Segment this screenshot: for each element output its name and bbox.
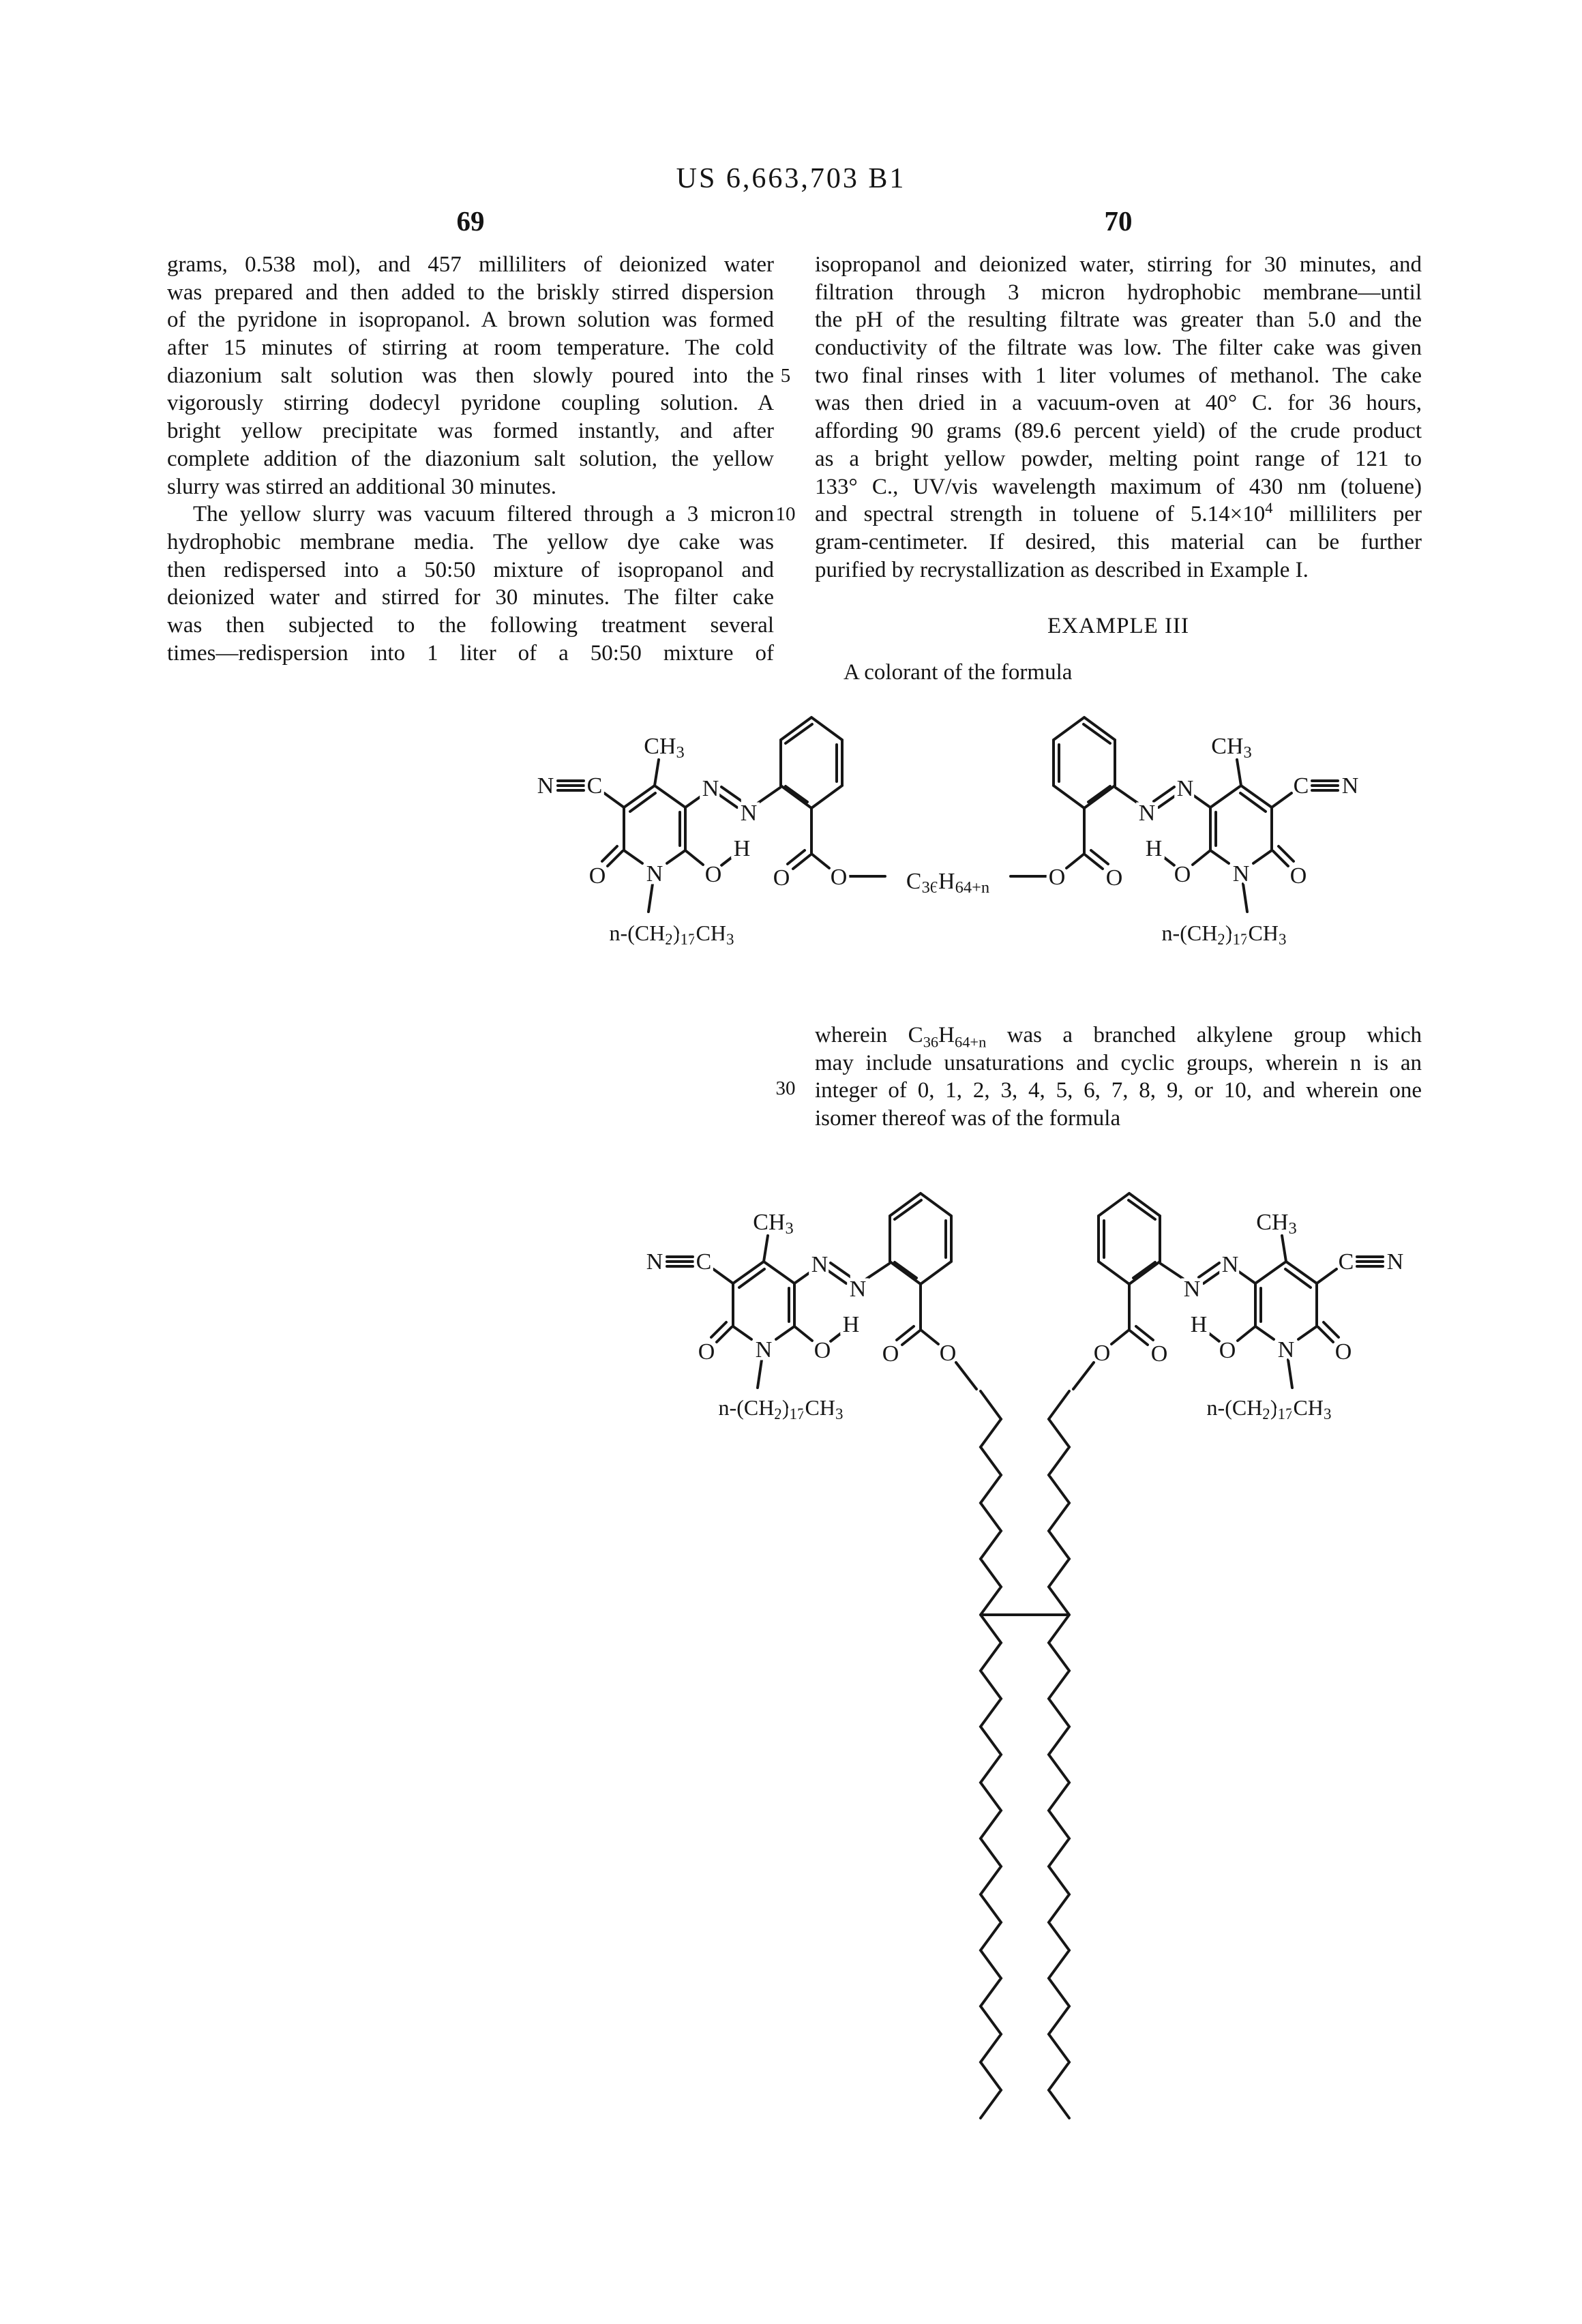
- text-line: purified by recrystallization as described in Example I.: [815, 557, 1309, 582]
- text-line: wherein $C_{36}H_{64+n}$ was a branched alkylene group which: [815, 1023, 1422, 1051]
- azo-n-label: N: [811, 1251, 829, 1277]
- text-line: was then dried in a vacuum-oven at 40° C. for 36 hours,: [815, 391, 1422, 416]
- page-number-69: 69: [456, 205, 485, 237]
- azo-n-label: N: [1138, 800, 1156, 826]
- structure-1-bis-azo-colorant: [537, 717, 1359, 948]
- structure-2-bonds: [667, 1193, 1383, 2118]
- text-line: two final rinses with 1 liter volumes of methanol. The cake: [815, 363, 1422, 388]
- azo-n-label: N: [702, 775, 719, 801]
- text-line: times—redispersion into 1 liter of a 50:50 mixture of: [167, 640, 774, 666]
- text-line: integer of 0, 1, 2, 3, 4, 5, 6, 7, 8, 9, or 10, and wherein one: [815, 1078, 1422, 1103]
- methyl-label: $CH_3$: [1211, 733, 1252, 762]
- ring-n-label: N: [755, 1337, 773, 1362]
- carbonyl-o-label: O: [1334, 1339, 1352, 1365]
- text-line: of the pyridone in isopropanol. A brown solution was formed: [167, 308, 774, 333]
- example-heading: EXAMPLE III: [1047, 614, 1190, 638]
- nitrile-n-label: N: [537, 773, 554, 799]
- text-line: was then subjected to the following treatment several: [167, 612, 774, 638]
- enol-h-label: H: [842, 1311, 860, 1337]
- enol-o-label: O: [1174, 861, 1191, 887]
- nitrile-n-label: N: [1386, 1249, 1404, 1275]
- nitrile-c-label: C: [696, 1249, 712, 1275]
- ring-n-label: N: [1277, 1337, 1295, 1362]
- azo-n-label: N: [849, 1276, 867, 1302]
- octadecyl-chain-label: $n-(CH_2)_{17}CH_3$: [718, 1395, 844, 1422]
- text-line: diazonium salt solution was then slowly poured into the: [167, 363, 774, 388]
- enol-h-label: H: [733, 835, 751, 861]
- ester-o-label: O: [1048, 864, 1066, 890]
- octadecyl-chain-label: $n-(CH_2)_{17}CH_3$: [609, 921, 734, 948]
- ester-o-label: O: [939, 1340, 957, 1366]
- text-line: bright yellow precipitate was formed instantly, and after: [167, 419, 774, 444]
- nitrile-n-label: N: [1341, 773, 1359, 799]
- structure-2-isomer-with-branched-chain: [646, 1193, 1404, 2118]
- nitrile-c-label: C: [1293, 773, 1309, 799]
- ester-carbonyl-o-label: O: [882, 1341, 899, 1367]
- text-line: slurry was stirred an additional 30 minutes.: [167, 474, 556, 499]
- methyl-label: $CH_3$: [1256, 1209, 1297, 1238]
- text-line: the pH of the resulting filtrate was greater than 5.0 and the: [815, 308, 1422, 333]
- margin-line-number-30: 30: [775, 1077, 796, 1099]
- ester-o-label: O: [1093, 1340, 1111, 1366]
- nitrile-c-label: C: [586, 773, 603, 799]
- ester-carbonyl-o-label: O: [773, 865, 790, 891]
- octadecyl-chain-label: $n-(CH_2)_{17}CH_3$: [1161, 921, 1287, 948]
- azo-n-label: N: [740, 800, 758, 826]
- example-lead: A colorant of the formula: [844, 660, 1073, 685]
- ring-n-label: N: [1232, 861, 1250, 887]
- text-line: isomer thereof was of the formula: [815, 1106, 1121, 1131]
- text-line: affording 90 grams (89.6 percent yield) of the crude product: [815, 419, 1422, 444]
- text-line: then redispersed into a 50:50 mixture of isopropanol and: [167, 557, 774, 582]
- text-line: gram-centimeter. If desired, this material can be further: [815, 529, 1422, 554]
- text-line: filtration through 3 micron hydrophobic membrane—until: [815, 280, 1422, 305]
- text-line: and spectral strength in toluene of $5.14\times 10^4$ milliliters per: [815, 499, 1422, 527]
- page-number-70: 70: [1104, 205, 1133, 237]
- text-line: The yellow slurry was vacuum filtered through a 3 micron: [193, 502, 774, 527]
- enol-o-label: O: [814, 1337, 831, 1363]
- text-line: complete addition of the diazonium salt solution, the yellow: [167, 446, 774, 471]
- ester-carbonyl-o-label: O: [1150, 1341, 1168, 1367]
- azo-n-label: N: [1221, 1251, 1239, 1277]
- margin-line-number-10: 10: [775, 503, 796, 525]
- carbonyl-o-label: O: [698, 1339, 715, 1365]
- enol-o-label: O: [1219, 1337, 1236, 1363]
- ester-o-label: O: [830, 864, 848, 890]
- patent-number: US 6,663,703 B1: [676, 163, 906, 194]
- text-line: hydrophobic membrane media. The yellow dye cake was: [167, 529, 774, 554]
- octadecyl-chain-label: $n-(CH_2)_{17}CH_3$: [1206, 1395, 1332, 1422]
- text-line: was prepared and then added to the briskly stirred dispersion: [167, 280, 774, 305]
- text-line: conductivity of the filtrate was low. The filter cake was given: [815, 336, 1422, 361]
- enol-h-label: H: [1190, 1311, 1208, 1337]
- ester-carbonyl-o-label: O: [1105, 865, 1123, 891]
- text-line: after 15 minutes of stirring at room temperature. The cold: [167, 336, 774, 361]
- text-line: grams, 0.538 mol), and 457 milliliters of deionized water: [167, 252, 774, 277]
- methyl-label: $CH_3$: [644, 733, 685, 762]
- text-line: may include unsaturations and cyclic groups, wherein n is an: [815, 1050, 1422, 1075]
- nitrile-c-label: C: [1338, 1249, 1354, 1275]
- ring-n-label: N: [646, 861, 663, 887]
- text-line: deionized water and stirred for 30 minutes. The filter cake: [167, 585, 774, 610]
- text-line: as a bright yellow powder, melting point range of 121 to: [815, 446, 1422, 471]
- azo-n-label: N: [1176, 775, 1194, 801]
- margin-line-number-5: 5: [780, 365, 791, 387]
- methyl-label: $CH_3$: [753, 1209, 794, 1238]
- nitrile-n-label: N: [646, 1249, 663, 1275]
- carbonyl-o-label: O: [588, 863, 606, 889]
- alkylene-bridge-label: $C_{36}H_{64+n}$: [906, 868, 990, 897]
- azo-n-label: N: [1183, 1276, 1201, 1302]
- enol-h-label: H: [1145, 835, 1163, 861]
- text-line: isopropanol and deionized water, stirring for 30 minutes, and: [815, 252, 1422, 277]
- text-line: 133° C., UV/vis wavelength maximum of 430 nm (toluene): [815, 474, 1422, 499]
- text-line: vigorously stirring dodecyl pyridone coupling solution. A: [167, 391, 774, 416]
- carbonyl-o-label: O: [1289, 863, 1307, 889]
- enol-o-label: O: [704, 861, 722, 887]
